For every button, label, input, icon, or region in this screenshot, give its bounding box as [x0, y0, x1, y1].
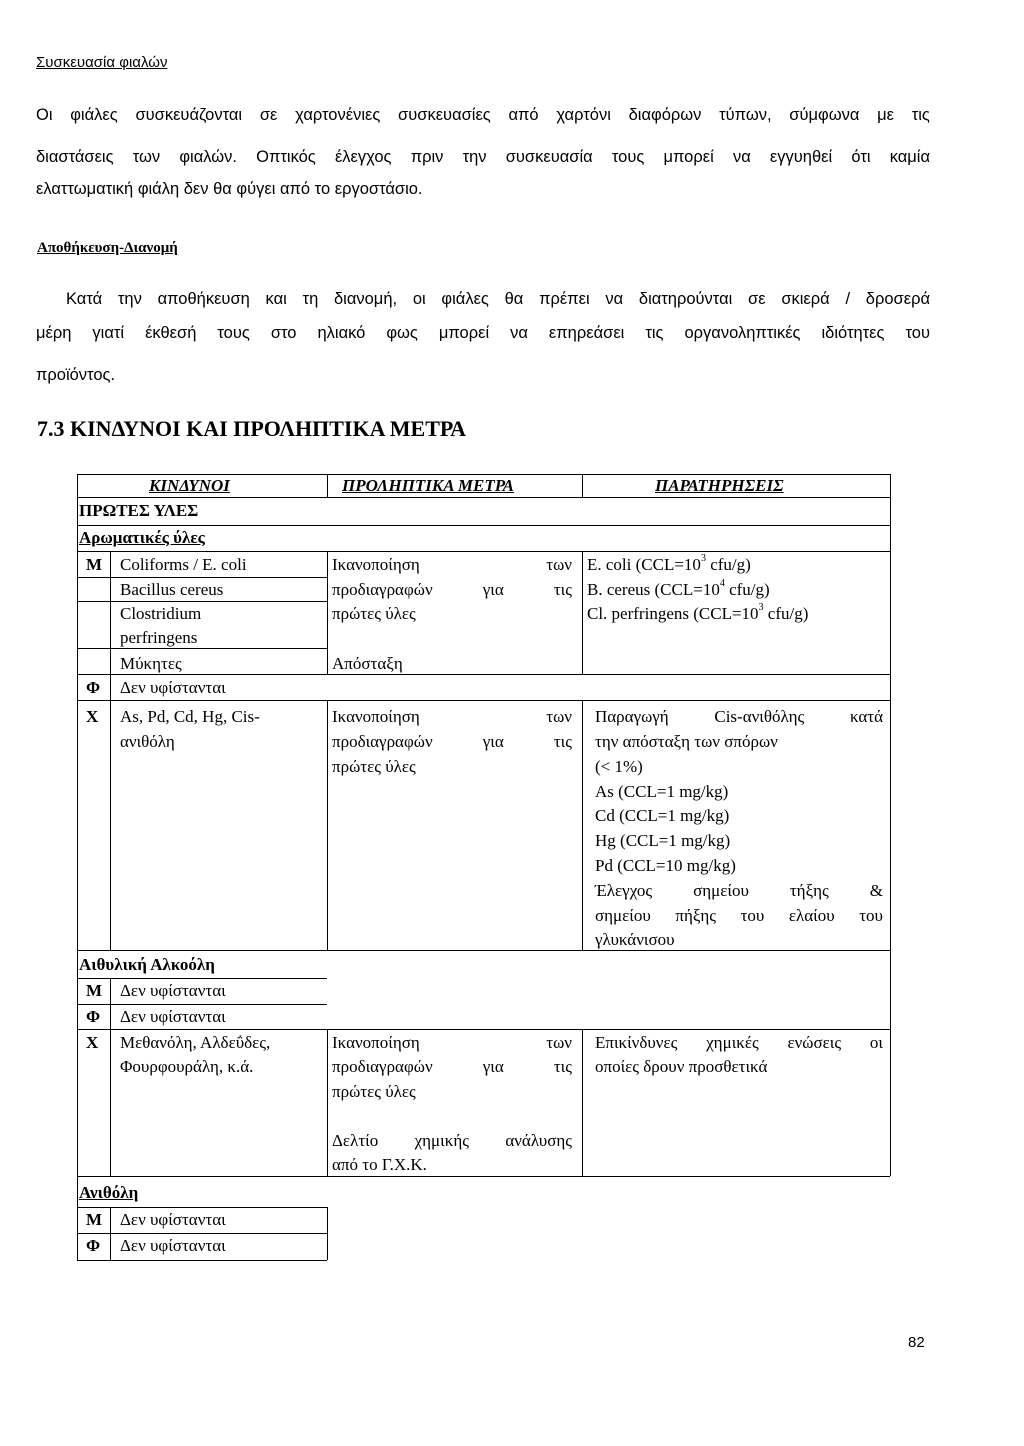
header-remarks: ΠΑΡΑΤΗΡΗΣΕΙΣ	[655, 476, 784, 495]
table-rule	[327, 1029, 328, 1176]
storage-line-3: προϊόντος.	[36, 366, 116, 384]
code-x: Χ	[86, 707, 99, 726]
micro-clostridium: Clostridium	[120, 604, 202, 623]
code-m: Μ	[86, 981, 103, 1000]
table-rule	[77, 1004, 327, 1005]
alcohol-measure-line-2: προδιαγραφών για τις	[332, 1057, 572, 1076]
chem-remark-pd: Pd (CCL=10 mg/kg)	[595, 856, 736, 875]
chem-remark-hg: Hg (CCL=1 mg/kg)	[595, 831, 731, 850]
table-rule	[77, 1029, 890, 1030]
chem-measure-line-2: προδιαγραφών για τις	[332, 732, 572, 751]
table-rule	[77, 950, 890, 951]
alcohol-measure-line-1: Ικανοποίηση των	[332, 1033, 572, 1052]
table-rule	[77, 551, 890, 552]
table-rule	[582, 551, 583, 674]
word: σύμφωνα	[789, 106, 860, 124]
chem-remark-cd: Cd (CCL=1 mg/kg)	[595, 806, 730, 825]
word: τις	[911, 106, 930, 124]
micro-coliforms: Coliforms / E. coli	[120, 555, 247, 574]
code-m: Μ	[86, 555, 103, 574]
measure-word: των	[546, 555, 572, 574]
table-rule	[77, 1260, 327, 1261]
measure-word: για	[482, 580, 504, 599]
storage-heading: Αποθήκευση-Διανομή	[37, 240, 178, 256]
table-rule	[327, 700, 328, 950]
chem-remark-line-2: την απόσταξη των σπόρων	[595, 732, 778, 751]
word: τύπων,	[719, 106, 772, 124]
anethole-physical-none: Δεν υφίστανται	[120, 1236, 226, 1255]
micro-perfringens: perfringens	[120, 628, 198, 647]
aromatics-label: Αρωματικές ύλες	[79, 528, 205, 547]
alcohol-physical-none: Δεν υφίστανται	[120, 1007, 226, 1026]
word: συσκευάζονται	[135, 106, 243, 124]
packaging-line-2: διαστάσεις των φιαλών. Οπτικός έλεγχος πριν την συσκευασία τους μπορεί να εγγυηθεί ότι καμία	[36, 148, 930, 166]
chem-remark-line-9: σημείου πήξης του ελαίου του	[595, 906, 883, 925]
code-x: Χ	[86, 1033, 99, 1052]
alcohol-remark-line-2: οποίες δρουν προσθετικά	[595, 1057, 768, 1076]
word: σε	[259, 106, 278, 124]
chem-remark-line-3: (< 1%)	[595, 757, 643, 776]
table-rule	[77, 474, 890, 475]
code-f: Φ	[86, 1236, 101, 1255]
measure-word: Ικανοποίηση	[332, 555, 420, 574]
micro-fungi: Μύκητες	[120, 654, 182, 673]
table-rule	[77, 674, 890, 675]
table-rule	[110, 1207, 111, 1260]
chem-remark-line-1: Παραγωγή Cis-ανιθόλης κατά	[595, 707, 883, 726]
chem-line-1: As, Pd, Cd, Hg, Cis-	[120, 707, 260, 726]
table-rule	[77, 1207, 327, 1208]
word: διαφόρων	[628, 106, 702, 124]
table-rule	[327, 551, 328, 674]
remark-perfringens: Cl. perfringens ($CCL=10^3$ cfu/g)	[587, 602, 809, 623]
alcohol-analysis-line-2: από το Γ.Χ.Κ.	[332, 1155, 427, 1174]
word: Οι	[36, 106, 53, 124]
alcohol-micro-none: Δεν υφίστανται	[120, 981, 226, 1000]
word: συσκευασίες	[398, 106, 491, 124]
alcohol-measure-line-3: πρώτες ύλες	[332, 1082, 416, 1101]
table-rule	[77, 497, 890, 498]
alcohol-analysis-line-1: Δελτίο χημικής ανάλυσης	[332, 1131, 572, 1150]
storage-line-2: μέρη γιατί έκθεσή τους στο ηλιακό φως μπορεί να επηρεάσει τις οργανοληπτικές ιδιότητες του	[36, 324, 930, 342]
table-rule	[77, 1233, 327, 1234]
physical-none: Δεν υφίστανται	[120, 678, 226, 697]
chem-measure-line-1: Ικανοποίηση των	[332, 707, 572, 726]
header-measures: ΠΡΟΛΗΠΤΙΚΑ ΜΕΤΡΑ	[342, 476, 515, 495]
table-rule	[110, 978, 111, 1176]
storage-line-1: Κατά την αποθήκευση και τη διανομή, οι φιάλες θα πρέπει να διατηρούνται σε σκιερά / δροσερά	[66, 290, 930, 308]
table-rule	[77, 700, 890, 701]
table-rule	[110, 551, 111, 674]
remark-ecoli: E. coli ($CCL=10^3$ cfu/g)	[587, 553, 751, 574]
table-rule	[582, 474, 583, 497]
alcohol-chem-line-2: Φουρφουράλη, κ.ά.	[120, 1057, 254, 1076]
table-rule	[77, 525, 890, 526]
table-rule	[582, 700, 583, 950]
code-f: Φ	[86, 678, 101, 697]
table-rule	[77, 474, 78, 1260]
packaging-heading: Συσκευασία φιαλών	[36, 54, 168, 71]
table-rule	[890, 474, 891, 1176]
table-rule	[77, 601, 327, 602]
code-m: Μ	[86, 1210, 103, 1229]
anethole-label: Ανιθόλη	[79, 1183, 139, 1202]
raw-materials-label: ΠΡΩΤΕΣ ΥΛΕΣ	[79, 501, 199, 520]
ethyl-alcohol-label: Αιθυλική Αλκοόλη	[79, 955, 215, 974]
word: από	[508, 106, 539, 124]
word: με	[877, 106, 894, 124]
page-number: 82	[908, 1334, 925, 1351]
remark-bcereus: B. cereus ($CCL=10^4$ cfu/g)	[587, 578, 770, 599]
alcohol-remark-line-1: Επικίνδυνες χημικές ενώσεις οι	[595, 1033, 883, 1052]
table-rule	[77, 978, 327, 979]
table-rule	[77, 577, 327, 578]
word: φιάλες	[70, 106, 118, 124]
table-rule	[77, 648, 327, 649]
measure-spec-line-1	[332, 555, 572, 575]
table-rule	[110, 700, 111, 950]
chem-remark-line-10: γλυκάνισου	[595, 930, 675, 949]
table-rule	[327, 1207, 328, 1260]
section-title: 7.3 ΚΙΝΔΥΝΟΙ ΚΑΙ ΠΡΟΛΗΠΤΙΚΑ ΜΕΤΡΑ	[37, 416, 466, 441]
measure-word: τις	[553, 580, 572, 599]
anethole-micro-none: Δεν υφίστανται	[120, 1210, 226, 1229]
header-hazards: ΚΙΝΔΥΝΟΙ	[149, 476, 230, 495]
measure-distillation: Απόσταξη	[332, 654, 403, 673]
word: χαρτονένιες	[295, 106, 381, 124]
chem-remark-line-8: Έλεγχος σημείου τήξης &	[595, 881, 883, 900]
micro-bacillus: Bacillus cereus	[120, 580, 224, 599]
chem-measure-line-3: πρώτες ύλες	[332, 757, 416, 776]
packaging-line-3: ελαττωματική φιάλη δεν θα φύγει από το εργοστάσιο.	[36, 180, 423, 198]
measure-spec-line-2	[332, 580, 572, 600]
table-rule	[110, 674, 111, 700]
word: χαρτόνι	[556, 106, 611, 124]
alcohol-chem-line-1: Μεθανόλη, Αλδεΰδες,	[120, 1033, 271, 1052]
table-rule	[327, 474, 328, 497]
measure-spec-line-3: πρώτες ύλες	[332, 604, 416, 623]
chem-remark-as: As (CCL=1 mg/kg)	[595, 782, 729, 801]
measure-word: προδιαγραφών	[332, 580, 433, 599]
table-rule	[77, 1176, 890, 1177]
code-f: Φ	[86, 1007, 101, 1026]
chem-line-2: ανιθόλη	[120, 732, 175, 751]
table-rule	[582, 1029, 583, 1176]
hazards-table	[77, 474, 890, 1260]
packaging-line-1	[36, 106, 930, 125]
